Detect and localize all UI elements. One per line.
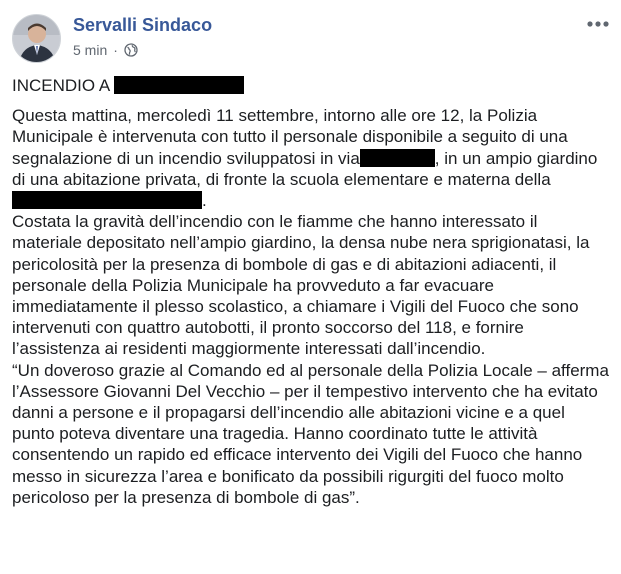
- author-name[interactable]: Servalli Sindaco: [73, 15, 213, 35]
- post-paragraph-3: “Un doveroso grazie al Comando ed al personale della Polizia Locale – afferma l’Assessore Giovanni Del Vecchio – per il tempestivo intervento che ha evitato danni a persone e il propagarsi dell’incendio alle abitazioni vicine e a quel punto poteva diventare una tragedia. Hanno coordinato tutte le attività consentendo un rapido ed efficace intervento dei Vigili del Fuoco che hanno messo in sicurezza l’area e bonificato da possibili rigurgiti del fuoco molto pericoloso per la presenza di bombole di gas”.: [12, 360, 609, 507]
- paragraph-1-part-b: , in un ampio giardino di una abitazione privata, di fronte la scuola elementare e materna della: [12, 148, 598, 189]
- author-avatar[interactable]: [12, 14, 61, 63]
- post-meta: [73, 42, 138, 58]
- post-title-text: INCENDIO A: [12, 76, 115, 95]
- post-paragraph-1: [12, 105, 612, 211]
- redaction-bar: [360, 149, 435, 167]
- meta-separator: ·: [113, 42, 118, 58]
- redaction-bar: [12, 191, 202, 209]
- post-timestamp[interactable]: 5 min: [73, 42, 108, 58]
- avatar-image: [13, 15, 61, 63]
- post-body: [12, 75, 612, 508]
- redaction-bar: [114, 76, 244, 94]
- paragraph-1-part-c: .: [202, 191, 207, 211]
- more-options-icon[interactable]: [583, 16, 613, 34]
- post-title: [12, 75, 612, 96]
- paragraph-1-part-a: Questa mattina, mercoledì 11 settembre, intorno alle ore 12, la Polizia Municipale è intervenuta con tutto il personale disponibile a seguito di una segnalazione di un incendio sviluppatosi in via: [12, 106, 568, 168]
- globe-icon[interactable]: [124, 43, 138, 57]
- post-paragraph-2: Costata la gravità dell’incendio con le fiamme che hanno interessato il materiale depositato nell’ampio giardino, la densa nube nera sprigionatasi, la pericolosità per la presenza di bombole di gas e di abitazioni adiacenti, il personale della Polizia Municipale ha provveduto a far evacuare immediatamente il plesso scolastico, a chiamare i Vigili del Fuoco che sono intervenuti con quattro autobotti, il pronto soccorso del 118, e fornire l’assistenza ai residenti maggiormente interessati dall’incendio.: [12, 212, 590, 359]
